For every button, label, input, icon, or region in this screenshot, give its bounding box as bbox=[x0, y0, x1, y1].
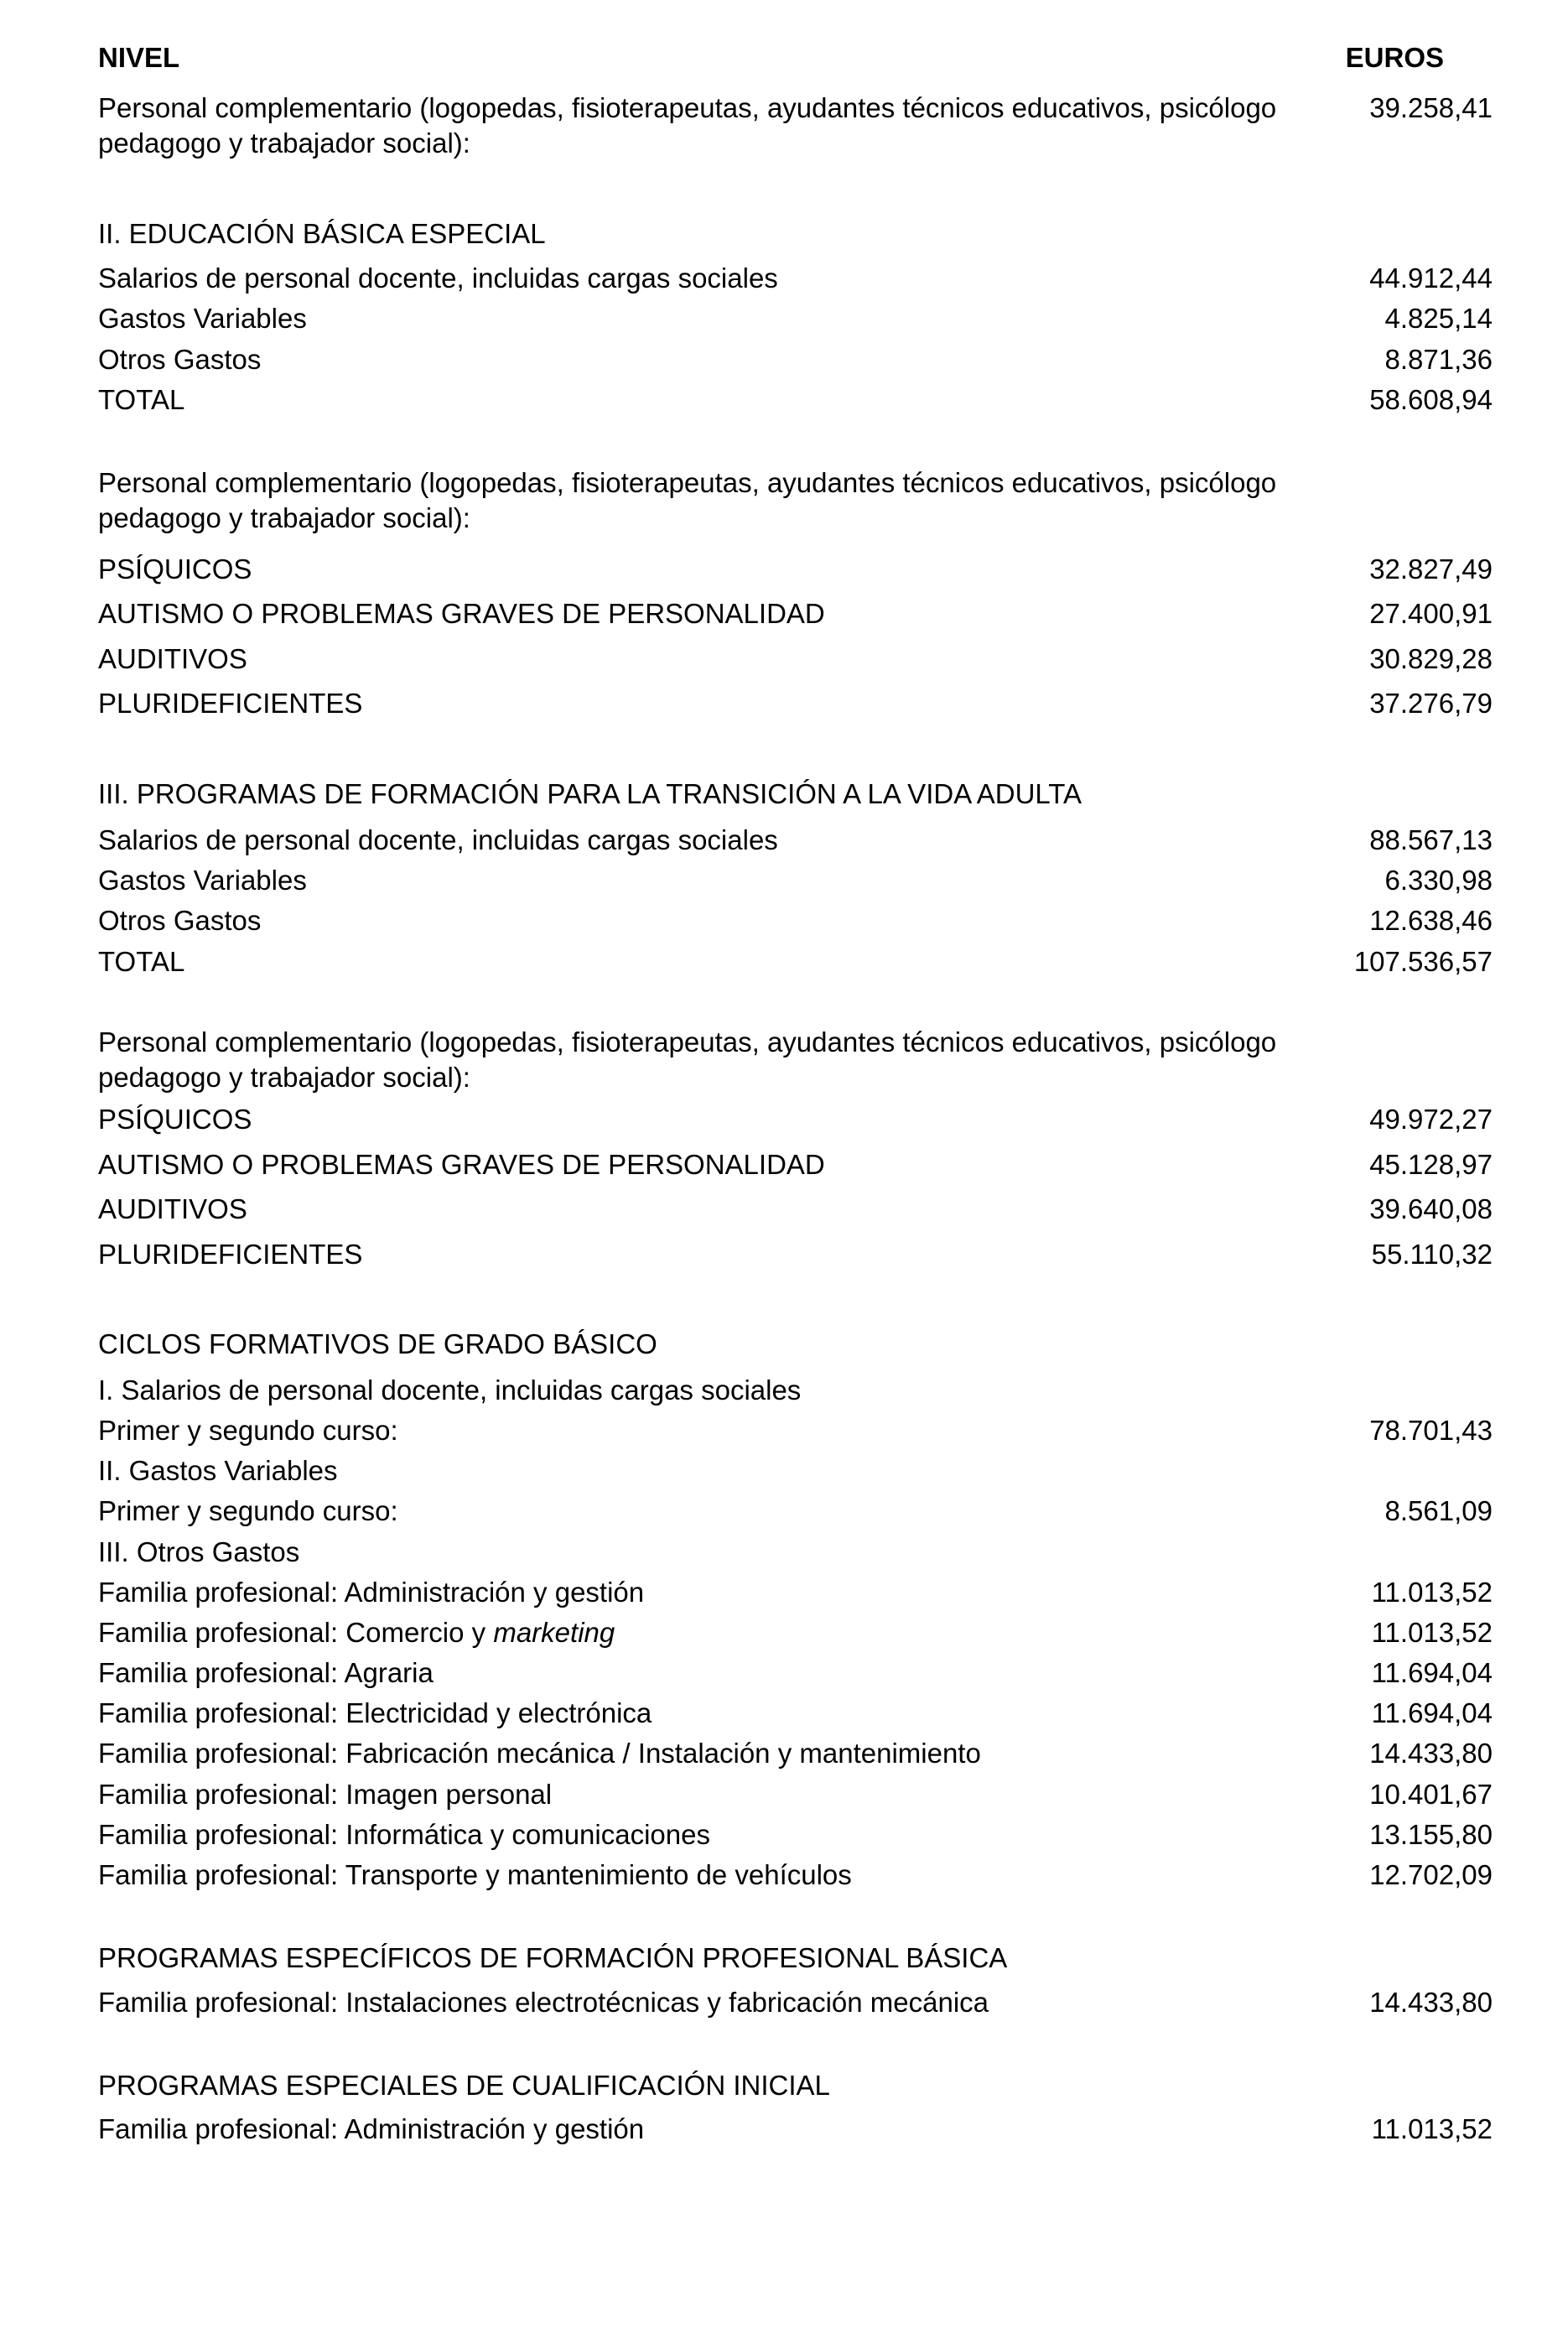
row-label: Personal complementario (logopedas, fisioterapeutas, ayudantes técnicos educativos, psicólogo pedagogo y trabajador social): bbox=[98, 92, 1277, 158]
row-value: 44.912,44 bbox=[1369, 262, 1493, 294]
row-label: Familia profesional: Informática y comunicaciones bbox=[98, 1819, 710, 1850]
row-label-text: Familia profesional: Comercio y bbox=[98, 1617, 494, 1648]
row-label: AUDITIVOS bbox=[98, 643, 247, 674]
row-label: Familia profesional: Administración y gestión bbox=[98, 1577, 645, 1608]
section-title-text: II. EDUCACIÓN BÁSICA ESPECIAL bbox=[98, 218, 546, 249]
subsection-title-text: I. Salarios de personal docente, incluidas cargas sociales bbox=[98, 1374, 802, 1406]
row-label: Familia profesional: Transporte y mantenimiento de vehículos bbox=[98, 1859, 852, 1890]
row-value: 49.972,27 bbox=[1369, 1104, 1493, 1135]
row-label: Salarios de personal docente, incluidas cargas sociales bbox=[98, 262, 778, 294]
row-value: 32.827,49 bbox=[1369, 553, 1493, 585]
row-value: 107.536,57 bbox=[1353, 946, 1493, 977]
row-label: Primer y segundo curso: bbox=[98, 1415, 398, 1446]
row-value: 37.276,79 bbox=[1369, 688, 1493, 719]
section-title-text: PROGRAMAS ESPECÍFICOS DE FORMACIÓN PROFESIONAL BÁSICA bbox=[98, 1942, 1008, 1973]
row-label: TOTAL bbox=[98, 384, 185, 415]
row-label: PSÍQUICOS bbox=[98, 553, 252, 585]
row-value: 13.155,80 bbox=[1369, 1819, 1493, 1850]
row-value: 6.330,98 bbox=[1384, 865, 1493, 896]
row-value: 55.110,32 bbox=[1371, 1239, 1493, 1270]
row-label: Personal complementario (logopedas, fisioterapeutas, ayudantes técnicos educativos, psicólogo pedagogo y trabajador social): bbox=[98, 1026, 1277, 1093]
row-value: 88.567,13 bbox=[1369, 824, 1493, 855]
section-title-text: CICLOS FORMATIVOS DE GRADO BÁSICO bbox=[98, 1328, 657, 1359]
row-value: 10.401,67 bbox=[1369, 1779, 1493, 1810]
row-label: PLURIDEFICIENTES bbox=[98, 688, 363, 719]
row-label: Familia profesional: Fabricación mecánica / Instalación y mantenimiento bbox=[98, 1738, 981, 1769]
row-value: 14.433,80 bbox=[1369, 1987, 1493, 2018]
section-title-text: III. PROGRAMAS DE FORMACIÓN PARA LA TRANSICIÓN A LA VIDA ADULTA bbox=[98, 778, 1083, 809]
row-label: Familia profesional: Imagen personal bbox=[98, 1779, 553, 1810]
row-value: 27.400,91 bbox=[1369, 598, 1493, 629]
row-label: Personal complementario (logopedas, fisioterapeutas, ayudantes técnicos educativos, psicólogo pedagogo y trabajador social): bbox=[98, 467, 1277, 533]
row-label: AUTISMO O PROBLEMAS GRAVES DE PERSONALIDAD bbox=[98, 1149, 825, 1180]
row-label: Salarios de personal docente, incluidas cargas sociales bbox=[98, 824, 778, 855]
row-label bbox=[98, 1615, 615, 1650]
row-value: 4.825,14 bbox=[1384, 303, 1493, 334]
row-value: 30.829,28 bbox=[1369, 643, 1493, 674]
row-label: PLURIDEFICIENTES bbox=[98, 1239, 363, 1270]
row-label: AUDITIVOS bbox=[98, 1193, 247, 1224]
row-label: Primer y segundo curso: bbox=[98, 1495, 398, 1526]
row-label: PSÍQUICOS bbox=[98, 1104, 252, 1135]
row-value: 8.561,09 bbox=[1384, 1495, 1493, 1526]
row-value: 11.013,52 bbox=[1371, 2113, 1493, 2144]
row-value: 8.871,36 bbox=[1384, 344, 1493, 375]
row-label: Gastos Variables bbox=[98, 303, 307, 334]
row-label: Familia profesional: Instalaciones electrotécnicas y fabricación mecánica bbox=[98, 1987, 989, 2018]
row-label: Otros Gastos bbox=[98, 905, 262, 936]
row-value: 11.694,04 bbox=[1371, 1657, 1493, 1688]
row-value: 39.640,08 bbox=[1369, 1193, 1493, 1224]
row-value: 14.433,80 bbox=[1369, 1738, 1493, 1769]
row-label: Gastos Variables bbox=[98, 865, 307, 896]
row-value: 11.694,04 bbox=[1371, 1697, 1493, 1728]
section-title-text: PROGRAMAS ESPECIALES DE CUALIFICACIÓN INICIAL bbox=[98, 2070, 830, 2101]
row-label: AUTISMO O PROBLEMAS GRAVES DE PERSONALIDAD bbox=[98, 598, 825, 629]
subsection-title-text: III. Otros Gastos bbox=[98, 1536, 300, 1567]
row-label: Familia profesional: Administración y gestión bbox=[98, 2113, 645, 2144]
row-label: Familia profesional: Agraria bbox=[98, 1657, 434, 1688]
row-label: Otros Gastos bbox=[98, 344, 262, 375]
row-value: 39.258,41 bbox=[1369, 92, 1493, 123]
row-value: 12.702,09 bbox=[1369, 1859, 1493, 1890]
row-label-emphasis: marketing bbox=[493, 1617, 615, 1648]
header-nivel: NIVEL bbox=[98, 42, 180, 73]
row-value: 11.013,52 bbox=[1371, 1617, 1493, 1648]
row-label: TOTAL bbox=[98, 946, 185, 977]
row-value: 58.608,94 bbox=[1369, 384, 1493, 415]
row-value: 45.128,97 bbox=[1369, 1149, 1493, 1180]
subsection-title-text: II. Gastos Variables bbox=[98, 1455, 338, 1486]
row-value: 78.701,43 bbox=[1369, 1415, 1493, 1446]
row-label: Familia profesional: Electricidad y electrónica bbox=[98, 1697, 652, 1728]
row-value: 12.638,46 bbox=[1369, 905, 1493, 936]
row-value: 11.013,52 bbox=[1371, 1577, 1493, 1608]
header-euros: EUROS bbox=[1345, 42, 1444, 73]
